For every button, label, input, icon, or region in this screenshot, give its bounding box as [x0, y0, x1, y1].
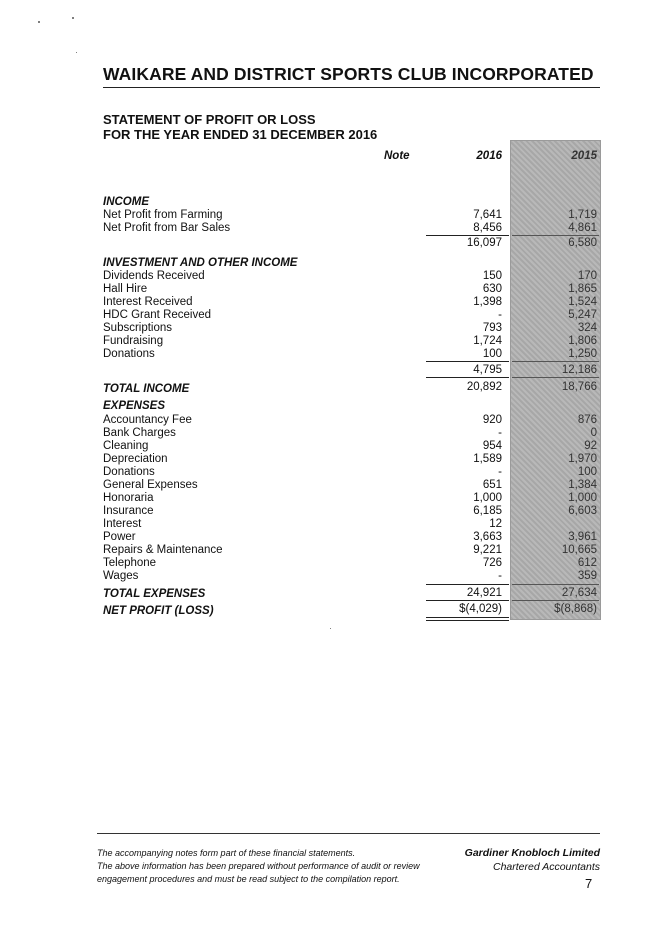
- firm-designation: Chartered Accountants: [492, 861, 600, 873]
- total-income-label: TOTAL INCOME: [103, 383, 190, 395]
- grand-total-double-rule: [426, 617, 509, 621]
- line-item-2016: 1,589: [473, 453, 502, 465]
- investment-heading: INVESTMENT AND OTHER INCOME: [103, 257, 298, 269]
- subtotal-rule: [512, 235, 599, 236]
- line-item-2015: 1,806: [568, 335, 597, 347]
- line-item-2016: 954: [482, 440, 502, 452]
- line-item-2015: 3,961: [568, 531, 597, 543]
- line-item-2015: 324: [577, 322, 597, 334]
- subtotal-rule: [426, 235, 509, 236]
- total-income-2016: 20,892: [466, 381, 502, 393]
- line-item-2015: 92: [584, 440, 597, 452]
- line-item-2016: 6,185: [473, 505, 502, 517]
- line-item-label: Repairs & Maintenance: [103, 544, 223, 556]
- subtotal-rule: [426, 377, 509, 378]
- line-item-label: Telephone: [103, 557, 157, 569]
- line-item-2015: 1,000: [568, 492, 597, 504]
- expenses-heading: EXPENSES: [103, 400, 165, 412]
- line-item-2015: 359: [577, 570, 597, 582]
- line-item-2016: 8,456: [473, 222, 502, 234]
- line-item-2016: 3,663: [473, 531, 502, 543]
- scan-speck: [330, 628, 331, 629]
- statement-period: FOR THE YEAR ENDED 31 DECEMBER 2016: [103, 127, 378, 142]
- net-profit-label: NET PROFIT (LOSS): [103, 605, 214, 617]
- line-item-2016: 1,724: [473, 335, 502, 347]
- subtotal-rule: [426, 600, 509, 601]
- net-profit-2016: $(4,029): [459, 603, 502, 615]
- line-item-2015: 100: [577, 466, 597, 478]
- line-item-2016: -: [498, 427, 502, 439]
- line-item-2015: 876: [577, 414, 597, 426]
- income-subtotal-2016: 16,097: [466, 237, 502, 249]
- line-item-label: Cleaning: [103, 440, 149, 452]
- investment-subtotal-2016: 4,795: [473, 364, 502, 376]
- line-item-label: Interest Received: [103, 296, 193, 308]
- line-item-label: Depreciation: [103, 453, 168, 465]
- line-item-label: Interest: [103, 518, 142, 530]
- line-item-2016: 920: [482, 414, 502, 426]
- scan-speck: [72, 17, 74, 19]
- line-item-label: Honoraria: [103, 492, 154, 504]
- line-item-2015: 1,865: [568, 283, 597, 295]
- line-item-label: Hall Hire: [103, 283, 148, 295]
- line-item-label: Power: [103, 531, 136, 543]
- line-item-2016: 100: [482, 348, 502, 360]
- footer-firm: [440, 846, 600, 874]
- line-item-label: Wages: [103, 570, 139, 582]
- total-expenses-2015: 27,634: [561, 587, 597, 599]
- line-item-2015: 170: [577, 270, 597, 282]
- investment-subtotal-2015: 12,186: [561, 364, 597, 376]
- line-item-2016: -: [498, 570, 502, 582]
- line-item-label: General Expenses: [103, 479, 198, 491]
- firm-name: Gardiner Knobloch Limited: [464, 847, 600, 859]
- line-item-2016: 1,398: [473, 296, 502, 308]
- line-item-2016: 793: [482, 322, 502, 334]
- year-2015-column-header: 2015: [571, 150, 597, 162]
- total-income-2015: 18,766: [561, 381, 597, 393]
- line-item-label: Fundraising: [103, 335, 164, 347]
- line-item-2016: 651: [482, 479, 502, 491]
- year-2016-column-header: 2016: [476, 150, 502, 162]
- line-item-label: Donations: [103, 466, 155, 478]
- scan-speck: [76, 52, 77, 53]
- line-item-2016: 12: [489, 518, 502, 530]
- line-item-2015: 1,524: [568, 296, 597, 308]
- line-item-2016: -: [498, 309, 502, 321]
- scan-speck: [38, 21, 40, 23]
- line-item-label: Net Profit from Farming: [103, 209, 223, 221]
- line-item-2015: 4,861: [568, 222, 597, 234]
- income-subtotal-2015: 6,580: [568, 237, 597, 249]
- page-number: 7: [585, 876, 593, 891]
- line-item-2016: -: [498, 466, 502, 478]
- line-item-2015: 0: [590, 427, 597, 439]
- subtotal-rule: [426, 584, 509, 585]
- line-item-2015: 6,603: [568, 505, 597, 517]
- total-expenses-label: TOTAL EXPENSES: [103, 588, 206, 600]
- line-item-2015: 10,665: [561, 544, 597, 556]
- line-item-label: Dividends Received: [103, 270, 205, 282]
- line-item-2015: 5,247: [568, 309, 597, 321]
- footer-note: The above information has been prepared without performance of audit or review: [97, 861, 420, 871]
- line-item-label: Accountancy Fee: [103, 414, 192, 426]
- note-column-header: Note: [384, 150, 410, 162]
- line-item-label: Insurance: [103, 505, 154, 517]
- income-heading: INCOME: [103, 196, 149, 208]
- line-item-label: Bank Charges: [103, 427, 176, 439]
- subtotal-rule: [512, 377, 599, 378]
- footer-rule: [97, 833, 600, 834]
- statement-heading: [103, 112, 377, 142]
- line-item-2016: 9,221: [473, 544, 502, 556]
- line-item-2016: 1,000: [473, 492, 502, 504]
- line-item-label: Subscriptions: [103, 322, 173, 334]
- subtotal-rule: [512, 600, 599, 601]
- statement-title: STATEMENT OF PROFIT OR LOSS: [103, 112, 316, 127]
- net-profit-2015: $(8,868): [554, 603, 597, 615]
- subtotal-rule: [426, 361, 509, 362]
- footer-note: engagement procedures and must be read subject to the compilation report.: [97, 874, 400, 884]
- line-item-label: Donations: [103, 348, 155, 360]
- line-item-2015: 1,719: [568, 209, 597, 221]
- line-item-2016: 726: [482, 557, 502, 569]
- line-item-2016: 630: [482, 283, 502, 295]
- line-item-label: Net Profit from Bar Sales: [103, 222, 231, 234]
- line-item-2016: 150: [482, 270, 502, 282]
- subtotal-rule: [512, 584, 599, 585]
- footer-disclaimer: [97, 847, 420, 886]
- line-item-2016: 7,641: [473, 209, 502, 221]
- total-expenses-2016: 24,921: [466, 587, 502, 599]
- line-item-2015: 1,970: [568, 453, 597, 465]
- document-title: WAIKARE AND DISTRICT SPORTS CLUB INCORPORATED: [103, 64, 600, 88]
- subtotal-rule: [512, 361, 599, 362]
- line-item-2015: 1,250: [568, 348, 597, 360]
- line-item-2015: 1,384: [568, 479, 597, 491]
- line-item-2015: 612: [577, 557, 597, 569]
- line-item-label: HDC Grant Received: [103, 309, 212, 321]
- footer-note: The accompanying notes form part of these financial statements.: [97, 848, 356, 858]
